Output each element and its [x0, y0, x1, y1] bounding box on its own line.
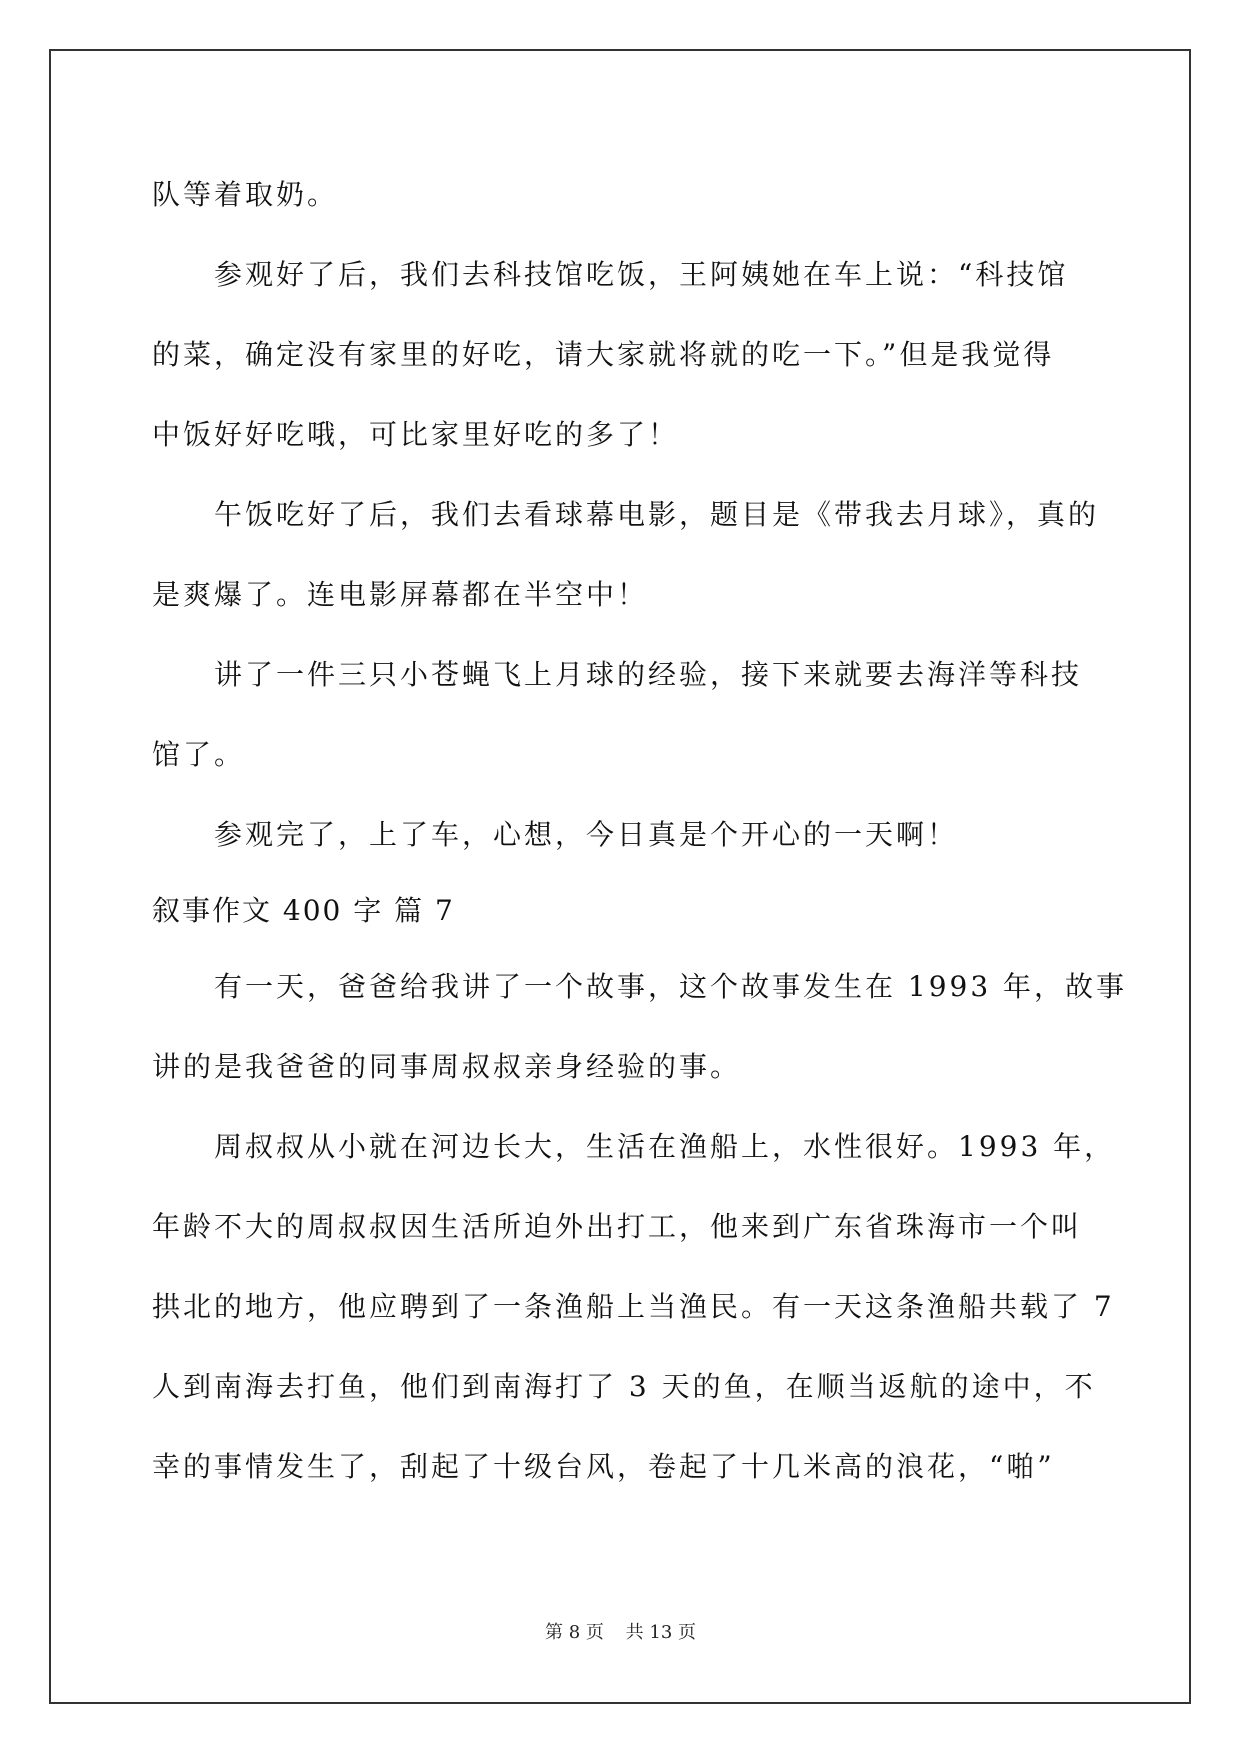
text-line: 中饭好好吃哦，可比家里好吃的多了！: [152, 418, 680, 451]
text-line: 的菜，确定没有家里的好吃，请大家就将就的吃一下。”但是我觉得: [152, 338, 1055, 371]
paragraph-line: 有一天，爸爸给我讲了一个故事，这个故事发生在 1993 年，故事: [214, 970, 1128, 1003]
paragraph-line: 参观完了，上了车，心想，今日真是个开心的一天啊！: [214, 818, 959, 851]
text-line: 人到南海去打鱼，他们到南海打了 3 天的鱼，在顺当返航的途中，不: [152, 1370, 1096, 1403]
paragraph-line: 讲了一件三只小苍蝇飞上月球的经验，接下来就要去海洋等科技: [214, 658, 1083, 691]
paragraph-line: 参观好了后，我们去科技馆吃饭，王阿姨她在车上说：“科技馆: [214, 258, 1069, 291]
paragraph-line: 午饭吃好了后，我们去看球幕电影，题目是《带我去月球》，真的: [214, 498, 1100, 531]
page-total: 共 13 页: [625, 1622, 696, 1643]
text-line: 幸的事情发生了，刮起了十级台风，卷起了十几米高的浪花，“啪”: [152, 1450, 1055, 1483]
text-line: 馆了。: [152, 738, 246, 771]
page-footer: [0, 1618, 1241, 1644]
text-line: 年龄不大的周叔叔因生活所迫外出打工，他来到广东省珠海市一个叫: [152, 1210, 1083, 1243]
text-line: 队等着取奶。: [152, 178, 339, 211]
text-line: 讲的是我爸爸的同事周叔叔亲身经验的事。: [152, 1050, 742, 1083]
text-line: 拱北的地方，他应聘到了一条渔船上当渔民。有一天这条渔船共载了 7: [152, 1290, 1115, 1323]
document-body: [152, 155, 1128, 1507]
page-number: 第 8 页: [545, 1622, 604, 1643]
paragraph-line: 周叔叔从小就在河边长大，生活在渔船上，水性很好。1993 年，: [214, 1130, 1116, 1163]
text-line: 是爽爆了。连电影屏幕都在半空中！: [152, 578, 649, 611]
section-heading: 叙事作文 400 字 篇 7: [152, 894, 455, 927]
